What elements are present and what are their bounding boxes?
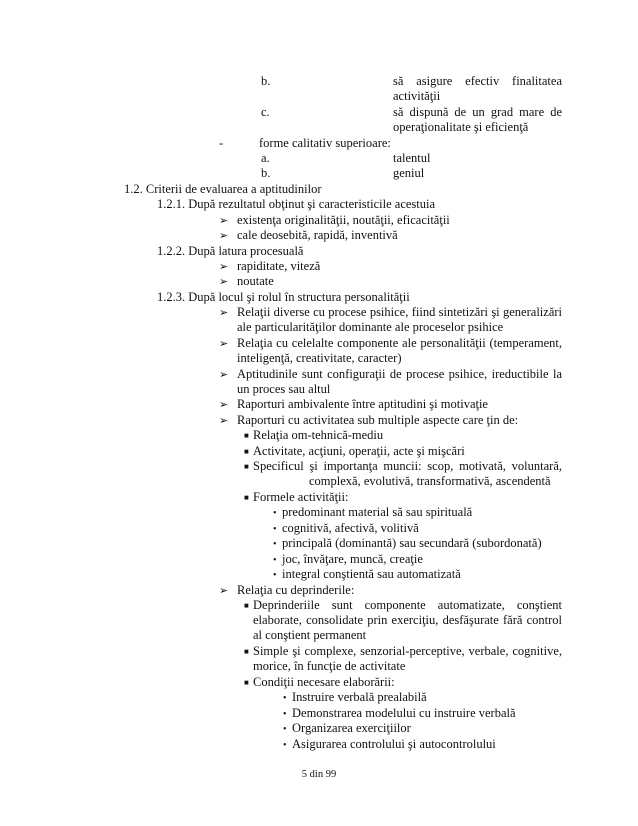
list-item: Aptitudinile sunt configuraţii de procese psihice, ireductibile la — [237, 367, 562, 381]
list-item: Demonstrarea modelului cu instruire verbală — [292, 706, 516, 720]
heading-1-2: 1.2. Criterii de evaluarea a aptitudinilor — [124, 182, 322, 196]
list-item-cont: inteligenţă, creativitate, caracter) — [237, 351, 402, 365]
dot-bullet-icon: • — [273, 508, 277, 519]
dot-bullet-icon: • — [283, 724, 287, 735]
item-c-letter: c. — [261, 105, 270, 119]
list-item: Relaţia cu deprinderile: — [237, 583, 355, 597]
item-b-letter: b. — [261, 74, 271, 88]
dot-bullet-icon: • — [283, 693, 287, 704]
dot-bullet-icon: • — [283, 740, 287, 751]
heading-1-2-1: 1.2.1. După rezultatul obţinut şi caracteristicile acestuia — [157, 197, 436, 211]
item-a-letter: a. — [261, 151, 270, 165]
list-item: joc, învăţare, muncă, creaţie — [282, 552, 423, 566]
list-item: Raporturi cu activitatea sub multiple aspecte care ţin de: — [237, 413, 519, 427]
list-item: Deprinderiile sunt componente automatizate, conştient — [253, 598, 562, 612]
list-item: cale deosebită, rapidă, inventivă — [237, 228, 398, 242]
arrow-bullet-icon: ➢ — [219, 399, 229, 411]
arrow-bullet-icon: ➢ — [219, 276, 229, 288]
list-item: Asigurarea controlului şi autocontrolului — [292, 737, 496, 751]
list-item: Specificul şi importanţa muncii: scop, motivată, voluntară, — [253, 459, 562, 473]
list-item-cont: un proces sau altul — [237, 382, 331, 396]
list-item: predominant material să sau spirituală — [282, 505, 473, 519]
list-item: principală (dominantă) sau secundară (subordonată) — [282, 536, 542, 550]
arrow-bullet-icon: ➢ — [219, 415, 229, 427]
square-bullet-icon: ■ — [244, 493, 249, 502]
item-c-text-cont: operaţionalitate şi eficienţă — [393, 120, 529, 134]
square-bullet-icon: ■ — [244, 678, 249, 687]
list-item: Formele activităţii: — [253, 490, 349, 504]
square-bullet-icon: ■ — [244, 431, 249, 440]
item-b-text: să asigure efectiv finalitatea — [393, 74, 562, 88]
dot-bullet-icon: • — [283, 709, 287, 720]
list-item: Relaţia om-tehnică-mediu — [253, 428, 384, 442]
talent-value: talentul — [393, 151, 431, 165]
dash-marker: - — [219, 136, 224, 150]
list-item-cont: ale particularităţilor dominante ale proceselor psihice — [237, 320, 504, 334]
heading-1-2-3: 1.2.3. După locul şi rolul în structura personalităţii — [157, 290, 410, 304]
square-bullet-icon: ■ — [244, 462, 249, 471]
list-item: noutate — [237, 274, 274, 288]
heading-1-2-2: 1.2.2. După latura procesuală — [157, 244, 304, 258]
page-number: 5 din 99 — [301, 769, 337, 780]
dot-bullet-icon: • — [273, 570, 277, 581]
list-item: Relaţii diverse cu procese psihice, fiind sintetizări şi generalizări — [237, 305, 562, 319]
arrow-bullet-icon: ➢ — [219, 585, 229, 597]
list-item: Activitate, acţiuni, operaţii, acte şi mişcări — [253, 444, 465, 458]
dot-bullet-icon: • — [273, 555, 277, 566]
arrow-bullet-icon: ➢ — [219, 261, 229, 273]
square-bullet-icon: ■ — [244, 601, 249, 610]
arrow-bullet-icon: ➢ — [219, 338, 229, 350]
list-item: Instruire verbală prealabilă — [292, 690, 427, 704]
dot-bullet-icon: • — [273, 539, 277, 550]
list-item: Relaţia cu celelalte componente ale personalităţii (temperament, — [237, 336, 562, 350]
list-item-cont: elaborate, consolidate prin exerciţiu, desfăşurate fără control — [253, 613, 562, 627]
geniu-value: geniul — [393, 166, 425, 180]
list-item-cont: al conştient permanent — [253, 628, 367, 642]
forme-label: forme calitativ superioare: — [259, 136, 391, 150]
arrow-bullet-icon: ➢ — [219, 215, 229, 227]
list-item: Organizarea exerciţiilor — [292, 721, 411, 735]
arrow-bullet-icon: ➢ — [219, 369, 229, 381]
list-item: Simple şi complexe, senzorial-perceptive, verbale, cognitive, — [253, 644, 562, 658]
item-b2-letter: b. — [261, 166, 271, 180]
list-item-cont: complexă, evolutivă, transformativă, ascendentă — [309, 474, 551, 488]
item-b-text-cont: activităţii — [393, 89, 441, 103]
item-c-text: să dispună de un grad mare de — [393, 105, 562, 119]
list-item-cont: morice, în funcţie de activitate — [253, 659, 406, 673]
arrow-bullet-icon: ➢ — [219, 307, 229, 319]
list-item: existenţa originalităţii, noutăţii, eficacităţii — [237, 213, 450, 227]
dot-bullet-icon: • — [273, 524, 277, 535]
list-item: cognitivă, afectivă, volitivă — [282, 521, 419, 535]
list-item: Raporturi ambivalente între aptitudini şi motivaţie — [237, 397, 488, 411]
square-bullet-icon: ■ — [244, 647, 249, 656]
square-bullet-icon: ■ — [244, 447, 249, 456]
list-item: Condiţii necesare elaborării: — [253, 675, 395, 689]
arrow-bullet-icon: ➢ — [219, 230, 229, 242]
list-item: rapiditate, viteză — [237, 259, 321, 273]
list-item: integral conştientă sau automatizată — [282, 567, 461, 581]
